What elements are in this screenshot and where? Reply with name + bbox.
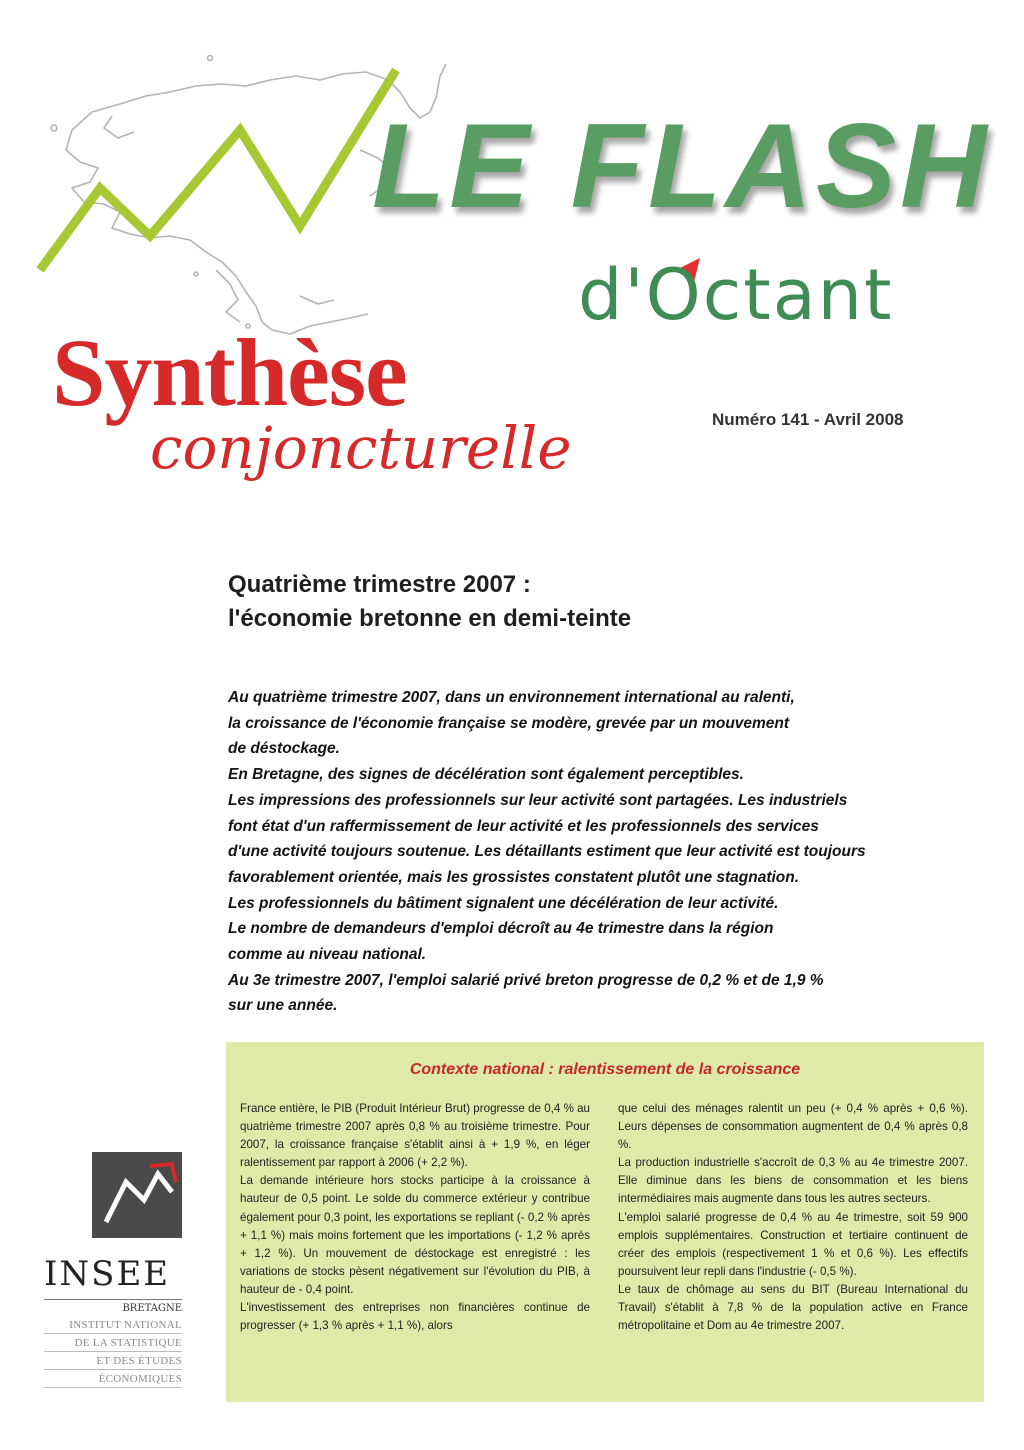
context-paragraph: France entière, le PIB (Produit Intérieur Brut) progresse de 0,4 % au quatrième trimestre 2007 après 0,8 % au troisième trimestre. Pour 2007, la croissance française s'établit ainsi à + 1,9 %, en léger ralentissement par rapport à 2006 (+ 2,2 %). [240,1102,590,1170]
intro-line: Les professionnels du bâtiment signalent une décélération de leur activité. [228,894,779,912]
insee-subtitle-line: INSTITUT NATIONAL [44,1318,182,1334]
headline-line: Quatrième trimestre 2007 : [228,571,531,598]
insee-logo-mark-icon [92,1152,182,1238]
conjoncturelle-title: conjoncturelle [150,414,572,482]
intro-line: d'une activité toujours soutenue. Les détaillants estiment que leur activité est toujours [228,843,866,861]
intro-line: En Bretagne, des signes de décélération sont également perceptibles. [228,766,744,784]
intro-line: la croissance de l'économie française se modère, grevée par un mouvement [228,714,790,732]
headline [228,568,788,636]
masthead [0,0,1024,520]
intro-summary [228,685,988,1019]
intro-line: Au quatrième trimestre 2007, dans un environnement international au ralenti, [228,689,795,706]
headline-line: l'économie bretonne en demi-teinte [228,605,632,632]
insee-subtitle-line: ET DES ÉTUDES [44,1354,182,1370]
issue-number: Numéro 141 - Avril 2008 [712,410,904,429]
intro-line: Au 3e trimestre 2007, l'emploi salarié privé breton progresse de 0,2 % et de 1,9 % [228,971,824,989]
octant-title: d'Octant [578,254,894,336]
insee-region: BRETAGNE [44,1299,182,1316]
trend-line-graphic [40,70,396,270]
insee-subtitle-line: ÉCONOMIQUES [44,1372,182,1388]
context-national-box [226,1042,984,1402]
insee-subtitle-line: DE LA STATISTIQUE [44,1336,182,1352]
context-paragraph: que celui des ménages ralentit un peu (+ 0,4 % après + 0,6 %). Leurs dépenses de consommation augmentent de 0,4 % après 0,8 %. [618,1102,968,1152]
context-paragraph: La demande intérieure hors stocks participe à la croissance à hauteur de 0,5 point. Le solde du commerce extérieur y contribue également pour 0,3 point, les exportations se repliant (- 0,2 % après + 1,1 %) mais moins fortement que les importations (- 1,2 % après + 1,2 %). Un mouvement de déstockage est enregistré : les variations de stocks pèsent négativement sur l'évolution du PIB, à hauteur de - 0,4 point. [240,1174,590,1296]
context-paragraph: L'investissement des entreprises non financières continue de progresser (+ 1,3 % après + 1,1 %), alors [240,1301,590,1333]
intro-line: de déstockage. [228,740,340,758]
synthese-title: Synthèse [52,319,407,426]
context-paragraph: L'emploi salarié progresse de 0,4 % au 4e trimestre, soit 59 900 emplois supplémentaires. Construction et tertiaire continuent de créer des emplois (respectivement 1 % et 0,6 %). Les effectifs poursuivent leur repli dans l'industrie (- 0,5 %). [618,1210,968,1278]
context-title: Contexte national : ralentissement de la croissance [409,1061,801,1078]
intro-line: comme au niveau national. [228,946,427,964]
flash-title: LE FLASH [372,99,991,233]
insee-wordmark: INSEE [44,1254,171,1294]
intro-line: Les impressions des professionnels sur leur activité sont partagées. Les industriels [228,791,848,809]
intro-line: font état d'un raffermissement de leur activité et les professionnels des services [228,817,819,835]
context-right-column [618,1100,968,1335]
context-paragraph: Le taux de chômage au sens du BIT (Bureau International du Travail) s'établit à 7,8 % de la population active en France métropolitaine et Dom au 4e trimestre 2007. [618,1282,968,1333]
intro-line: favorablement orientée, mais les grossistes constatent plutôt une stagnation. [228,868,800,886]
context-left-column [240,1100,590,1335]
context-paragraph: La production industrielle s'accroît de 0,3 % au 4e trimestre 2007. Elle diminue dans les biens de consommation et les biens intermédiaires mais augmente dans tous les autres secteurs. [618,1156,968,1206]
intro-line: Le nombre de demandeurs d'emploi décroît au 4e trimestre dans la région [228,920,774,938]
intro-line: sur une année. [228,997,338,1015]
